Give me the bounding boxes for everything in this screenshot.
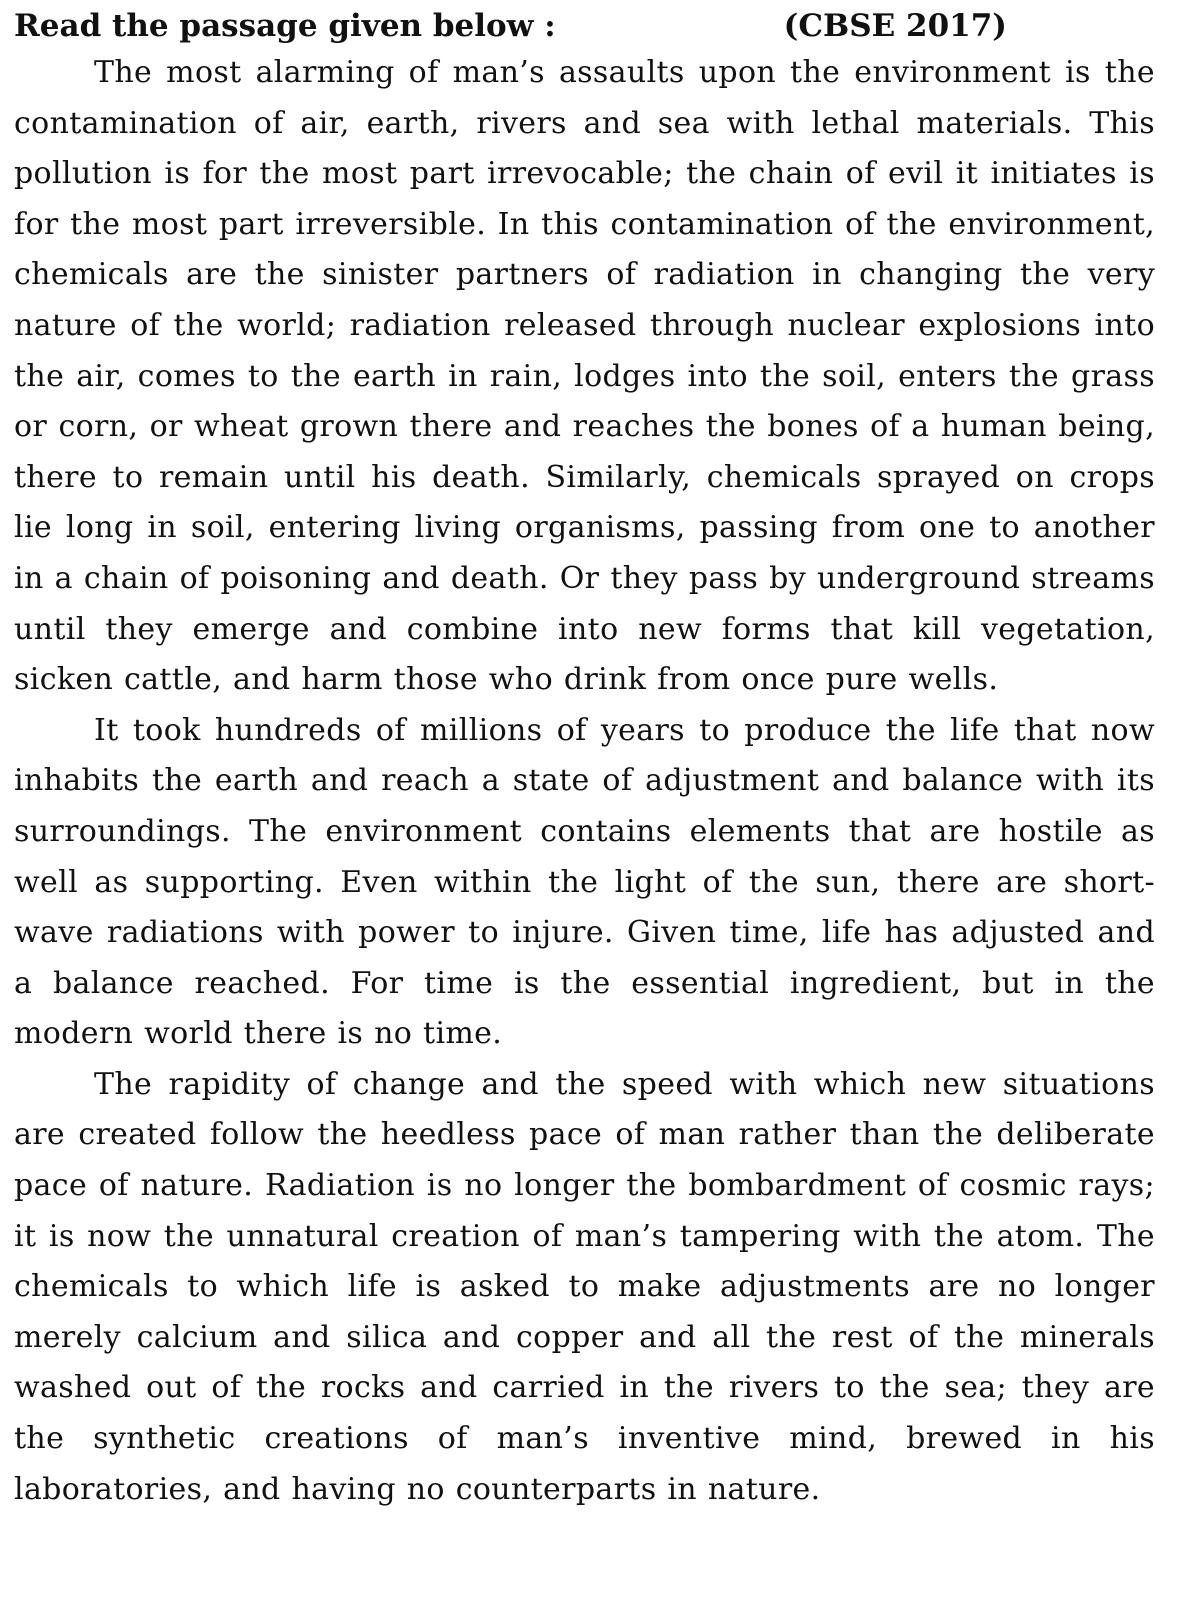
instruction-heading: Read the passage given below : [14,8,556,44]
passage-header [14,4,1155,48]
document-page [14,4,1155,1515]
source-label: (CBSE 2017) [783,8,1007,44]
reading-passage [14,48,1155,1515]
passage-paragraph-2: It took hundreds of millions of years to produce the life that now inhabits the earth and reach a state of adjustment and balance with its surroundings. The environment contains elements that are hostile as well as supporting. Even within the light of the sun, there are short-wave radiations with power to injure. Given time, life has adjusted and a balance reached. For time is the essential ingredient, but in the modern world there is no time. [14,712,1155,1052]
passage-paragraph-1: The most alarming of man’s assaults upon the environment is the contamination of air, earth, rivers and sea with lethal materials. This pollution is for the most part irrevocable; the chain of evil it initiates is for the most part irreversible. In this contamination of the environment, chemicals are the sinister partners of radiation in changing the very nature of the world; radiation released through nuclear explosions into the air, comes to the earth in rain, lodges into the soil, enters the grass or corn, or wheat grown there and reaches the bones of a human being, there to remain until his death. Similarly, chemicals sprayed on crops lie long in soil, entering living organisms, passing from one to another in a chain of poisoning and death. Or they pass by underground streams until they emerge and combine into new forms that kill vegetation, sicken cattle, and harm those who drink from once pure wells. [14,55,1155,698]
passage-paragraph-3: The rapidity of change and the speed with which new situations are created follow the heedless pace of man rather than the deliberate pace of nature. Radiation is no longer the bombardment of cosmic rays; it is now the unnatural creation of man’s tampering with the atom. The chemicals to which life is asked to make adjustments are no longer merely calcium and silica and copper and all the rest of the minerals washed out of the rocks and carried in the rivers to the sea; they are the synthetic creations of man’s inventive mind, brewed in his laboratories, and having no counterparts in nature. [14,1066,1155,1507]
